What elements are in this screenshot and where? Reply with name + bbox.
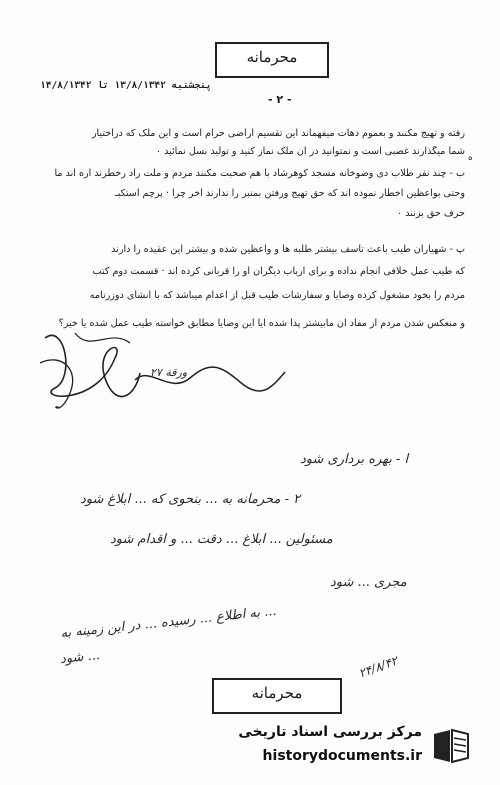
paragraph-line: که طیب عمل خلافی انجام نداده و برای ارباب دیگران او را قربانی کرده اند · قسمت دوم کتب	[92, 266, 465, 277]
stamp-text: محرمانه	[246, 48, 298, 66]
handwritten-date: ۲۴/۸/۴۲	[356, 653, 400, 681]
date-line: پنجشنبه ۱۳/۸/۱۳۴۲ تا ۱۴/۸/۱۳۴۲	[40, 80, 212, 91]
paragraph-line: مردم را بخود مشغول کرده وصایا و سفارشات طیب قبل از اعدام میباشد که با انشای دوزرنامه	[89, 290, 465, 301]
history-documents-logo-icon	[430, 726, 472, 766]
paragraph-line: پ - شهیاران طیب باعث تأسف بیشتر طلبه ها و واعظین شده و بیشتر این عقیده را دارند	[111, 244, 465, 255]
handwritten-line: ا - بهره برداری شود	[300, 452, 409, 467]
paragraph-line: و منعکس شدن مردم از مفاد آن مابیشتر پدا شده آیا این وصایا مطابق خواسته طیب عمل شده یا خیر؟	[58, 318, 465, 329]
paragraph-line: وحتی بواعظین اخطار نموده اند که حق تهیج ورفتن بمنبر را ندارند آخر چرا · پرچم استکبـ	[114, 188, 465, 199]
page-number: - ۲ -	[268, 93, 292, 106]
paragraph-line: رفته و تهیج مکنند و بعموم دهات میفهماند این تقسیم اراضی حرام است و این ملک که دراختیار	[91, 128, 465, 139]
paragraph-line: حرف حق بزنند ۰	[397, 208, 465, 219]
paragraph-line: شما میگذارند غصبی است و نمتوانید در آن ملک نماز کنید و تولید نسل نمائید ۰	[155, 146, 465, 157]
handwritten-line: مسئولین ... ابلاغ ... دقت ... و اقدام شود	[110, 532, 333, 547]
stamp-text: محرمانه	[251, 684, 303, 702]
handwritten-scribble	[130, 360, 290, 400]
signature-scribble	[35, 318, 145, 413]
confidential-stamp	[212, 678, 342, 714]
handwritten-line: ... به اطلاع ... رسیده ... در این زمینه به	[59, 603, 278, 642]
paragraph-line: ب - چند نفر طلاب دی وضوخانه مسجد کوهرشاد با هم صحبت مکنند مردم و ملت راد رخطرند اره اند ما	[54, 168, 465, 179]
handwritten-line: ۲ - محرمانه به ... بنحوی که ... ابلاغ شود	[80, 492, 301, 507]
handwritten-line: مجری ... شود	[330, 575, 407, 590]
confidential-stamp	[215, 42, 329, 78]
report-source: ورقة ۲۷	[150, 366, 188, 379]
watermark	[180, 722, 480, 772]
margin-mark: ه	[468, 153, 473, 163]
handwritten-line: ... شود	[59, 647, 101, 668]
watermark-url: historydocuments.ir	[262, 748, 422, 764]
watermark-title: مرکز بررسی اسناد تاریخی	[238, 724, 422, 740]
